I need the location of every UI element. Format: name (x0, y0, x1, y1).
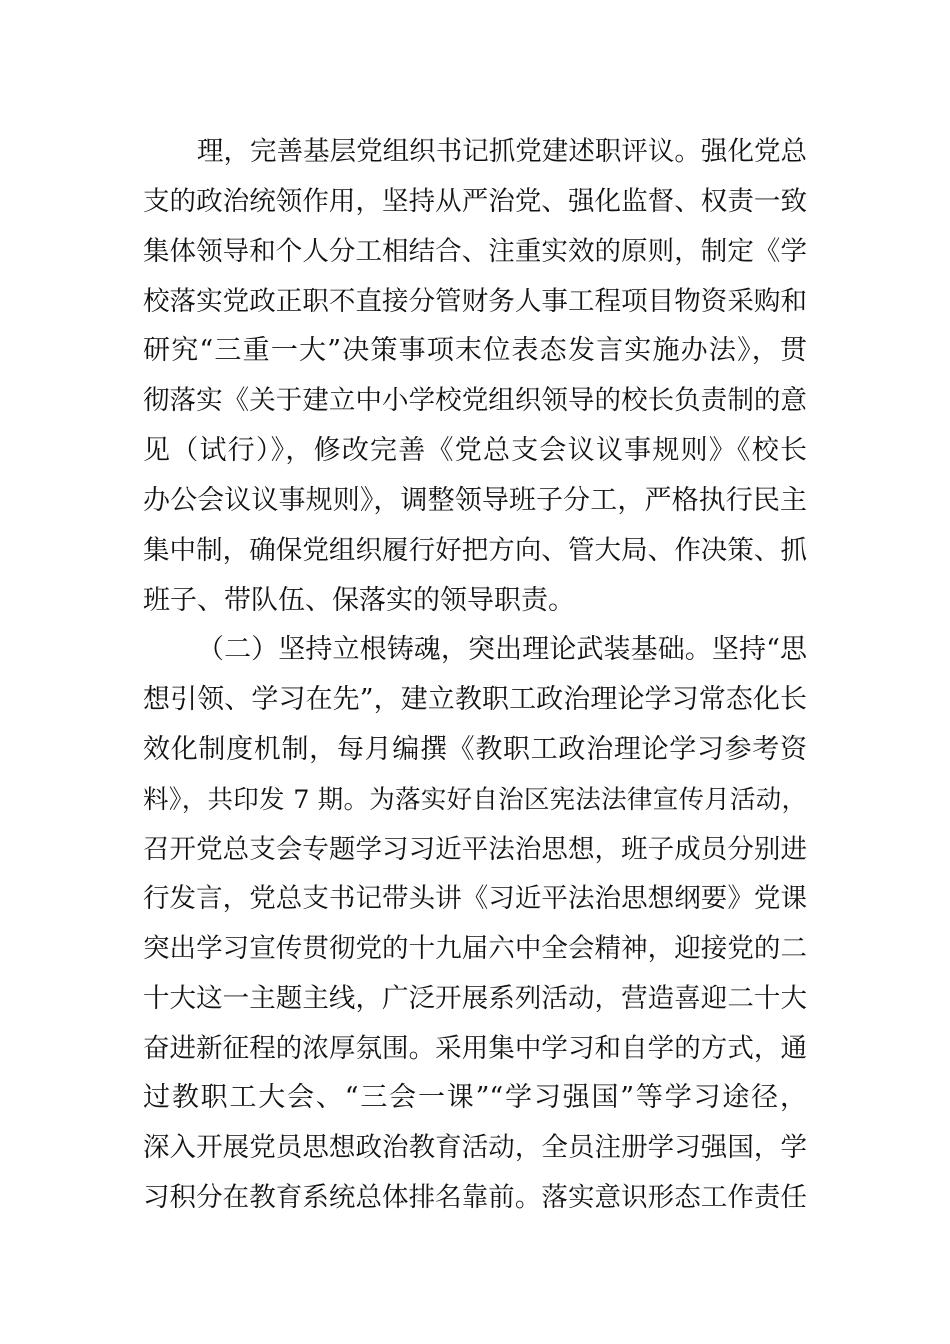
paragraph-line-17: 突出学习宣传贯彻党的十九届六中全会精神，迎接党的二 (143, 933, 807, 964)
paragraph-line-10: 班子、带队伍、保落实的领导职责。 (143, 585, 575, 616)
paragraph-line-8: 办公会议议事规则》，调整领导班子分工，严格执行民主 (143, 485, 807, 516)
paragraph-line-12: 想引领、学习在先”，建立教职工政治理论学习常态化长 (143, 684, 807, 715)
paragraph-line-19: 奋进新征程的浓厚氛围。采用集中学习和自学的方式，通 (143, 1033, 807, 1064)
paragraph-line-6: 彻落实《关于建立中小学校党组织领导的校长负责制的意 (143, 385, 807, 416)
paragraph-line-15: 召开党总支会专题学习习近平法治思想，班子成员分别进 (143, 834, 807, 865)
paragraph-line-21: 深入开展党员思想政治教育活动，全员注册学习强国，学 (143, 1132, 807, 1163)
paragraph-line-18: 十大这一主题主线，广泛开展系列活动，营造喜迎二十大 (143, 983, 807, 1014)
paragraph-line-1: 理，完善基层党组织书记抓党建述职评议。强化党总 (197, 136, 807, 167)
paragraph-line-3: 集体领导和个人分工相结合、注重实效的原则，制定《学 (143, 236, 807, 267)
paragraph-line-20: 过教职工大会、“三会一课”“学习强国”等学习途径， (143, 1082, 807, 1113)
paragraph-line-14: 料》，共印发 7 期。为落实好自治区宪法法律宣传月活动， (143, 785, 807, 815)
paragraph-line-2: 支的政治统领作用，坚持从严治党、强化监督、权责一致 (143, 186, 807, 217)
paragraph-line-7: 见（试行）》，修改完善《党总支会议议事规则》《校长 (143, 435, 807, 466)
paragraph-line-22: 习积分在教育系统总体排名靠前。落实意识形态工作责任 (143, 1182, 807, 1213)
paragraph-line-5: 研究“三重一大”决策事项末位表态发言实施办法》，贯 (143, 335, 807, 366)
paragraph-line-13: 效化制度机制，每月编撰《教职工政治理论学习参考资 (143, 734, 807, 765)
paragraph-line-9: 集中制，确保党组织履行好把方向、管大局、作决策、抓 (143, 535, 807, 566)
paragraph-line-16: 行发言，党总支书记带头讲《习近平法治思想纲要》党课 (143, 883, 807, 914)
section-heading-line: （二）坚持立根铸魂，突出理论武装基础。坚持“思 (197, 634, 807, 665)
paragraph-line-4: 校落实党政正职不直接分管财务人事工程项目物资采购和 (143, 286, 807, 317)
